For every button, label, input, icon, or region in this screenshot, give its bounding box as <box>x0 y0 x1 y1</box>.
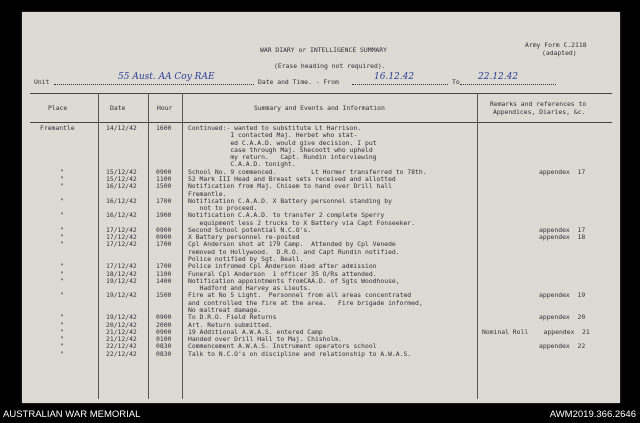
entry-hour: 0100 <box>156 335 172 344</box>
diary-entry-row <box>22 198 620 205</box>
date-to-value: 22.12.42 <box>478 72 519 82</box>
footer-accession-number: AWM2019.366.2646 <box>549 409 636 420</box>
date-to-label: To <box>452 78 460 86</box>
entry-text: Fremantle. <box>188 189 227 198</box>
column-header-date: Date <box>110 104 126 112</box>
entry-hour: 1700 <box>156 240 172 249</box>
entry-place: " <box>60 320 64 329</box>
entry-text: equipment less 2 trucks to X Battery via Capt Fonseeker. <box>188 218 416 227</box>
entry-place: " <box>60 269 64 278</box>
entry-date: 17/12/42 <box>106 233 137 242</box>
entry-place: " <box>60 262 64 271</box>
entry-hour: 0830 <box>156 349 172 358</box>
entry-date: 14/12/42 <box>106 124 137 132</box>
entry-text: Commencement A.W.A.S. Instrument operators school <box>188 342 377 351</box>
entry-text: Continued:- wanted to substitute Lt Harrison. <box>188 124 362 132</box>
date-from-dotted-line <box>352 84 448 85</box>
entry-remark: appendex 19 <box>539 291 586 300</box>
entry-remark: appendex 22 <box>539 342 586 351</box>
date-from-value: 16.12.42 <box>374 72 415 82</box>
entry-hour: 1500 <box>156 291 172 300</box>
army-form-number: Army Form C.2118 <box>525 41 587 49</box>
entry-hour: 1100 <box>156 269 172 278</box>
footer-institution: AUSTRALIAN WAR MEMORIAL <box>3 409 141 420</box>
entry-date: 17/12/42 <box>106 240 137 249</box>
entry-text: Handed over Drill Hall to Maj. Chisholm. <box>188 335 342 344</box>
column-header-place: Place <box>48 104 68 112</box>
entry-remark: appendex 20 <box>539 313 586 322</box>
entry-place: " <box>60 196 64 205</box>
entry-text: Hadford and Harvey as Lieuts. <box>188 284 312 293</box>
entry-place: " <box>60 174 64 183</box>
diary-entry-row <box>22 278 620 285</box>
entry-text: ed C.A.A.D. would give decision. I put <box>188 138 377 147</box>
entry-date: 22/12/42 <box>106 349 137 358</box>
entry-text: Art. Return submitted. <box>188 320 273 329</box>
date-to-dotted-line <box>460 84 556 85</box>
entry-text: No maltreat damage. <box>188 306 262 314</box>
form-title: WAR DIARY or INTELLIGENCE SUMMARY <box>260 46 387 54</box>
entry-date: 22/12/42 <box>106 342 137 351</box>
unit-dotted-line <box>54 84 254 85</box>
entry-text: my return. Capt. Rundin interviewing <box>188 153 377 162</box>
entry-text: Police infromed Cpl Anderson died after admission <box>188 262 377 271</box>
entry-place: " <box>60 349 64 358</box>
column-header-remarks: Remarks and references to <box>490 100 587 108</box>
entry-text: case through Maj. Shecoott who upheld <box>188 145 373 154</box>
entry-hour: 1400 <box>156 276 172 285</box>
entry-text: Cpl Anderson shot at 179 Camp. Attended by Cpl Venede <box>188 240 396 249</box>
entry-place: " <box>60 225 64 234</box>
entry-place: " <box>60 327 64 336</box>
entry-text: 52 Mark III Head and Breast sets received and allotted <box>188 174 396 183</box>
entry-text: Notification appointments fromCAA.D. of Sgts Woodhouse, <box>188 276 400 285</box>
diary-entry-row <box>22 300 620 307</box>
unit-value: 55 Aust. AA Coy RAE <box>118 72 215 82</box>
entry-text: not to proceed. <box>188 204 258 213</box>
column-header-summary: Summary and Events and Information <box>254 104 385 112</box>
entry-text: Talk to N.C.O's on discipline and relationship to A.W.A.S. <box>188 349 412 358</box>
column-header-hour: Hour <box>157 104 173 112</box>
entry-text: To D.R.O. Field Returns <box>188 313 277 322</box>
entry-place: " <box>60 182 64 191</box>
entry-date: 17/12/42 <box>106 225 137 234</box>
entry-date: 19/12/42 <box>106 291 137 300</box>
entry-text: I contacted Maj. Herbet who stat- <box>188 131 358 140</box>
entry-text: removed to Hollywood. D.R.O. and Capt Rundin notified. <box>188 247 400 256</box>
entry-place: " <box>60 240 64 249</box>
entry-hour: 1500 <box>156 182 172 191</box>
unit-label: Unit <box>34 78 50 86</box>
entry-place: " <box>60 291 64 300</box>
entry-hour: 0900 <box>156 233 172 242</box>
diary-entry-row <box>22 351 620 358</box>
entry-hour: 0900 <box>156 327 172 336</box>
entry-hour: 0830 <box>156 342 172 351</box>
entry-text: Funeral Cpl Anderson 1 officer 35 O/Rs attended. <box>188 269 377 278</box>
diary-entry-row <box>22 249 620 256</box>
form-subtitle: (Erase heading not required). <box>274 62 386 70</box>
diary-page <box>22 12 620 403</box>
entry-place: " <box>60 233 64 242</box>
entry-text: 19 Additional A.W.A.S. entered Camp <box>188 327 323 336</box>
entry-remark: appendex 17 <box>539 225 586 234</box>
entry-date: 21/12/42 <box>106 327 137 336</box>
entry-text: C.A.A.D. tonight. <box>188 160 296 169</box>
diary-entry-row <box>22 154 620 161</box>
entry-date: 16/12/42 <box>106 182 137 191</box>
header-top-rule <box>30 93 612 94</box>
entry-place: " <box>60 313 64 322</box>
army-form-adapted: (adapted) <box>542 49 577 57</box>
entry-hour: 1100 <box>156 174 172 183</box>
entry-text: Police notified by Sgt. Beall. <box>188 255 304 264</box>
column-header-remarks-sub: Appendices, Diaries, &c. <box>493 108 586 116</box>
entry-remark: appendex 18 <box>539 233 586 242</box>
entry-text: Notification C.A.A.D. to transfer 2 complete Sperry <box>188 211 385 220</box>
date-label: Date and Time. - From <box>258 78 339 86</box>
entry-place: " <box>60 335 64 344</box>
entry-remark: Nominal Roll appendex 21 <box>482 327 590 336</box>
entry-place: " <box>60 211 64 220</box>
entry-hour: 1700 <box>156 196 172 205</box>
entry-place: " <box>60 276 64 285</box>
diary-entry-row <box>22 183 620 190</box>
entry-date: 21/12/42 <box>106 335 137 344</box>
entry-date: 16/12/42 <box>106 211 137 220</box>
entry-hour: 1900 <box>156 211 172 220</box>
entry-hour: 0900 <box>156 225 172 234</box>
entry-remark: appendex 17 <box>539 167 586 176</box>
entry-place: " <box>60 342 64 351</box>
entry-date: 19/12/42 <box>106 276 137 285</box>
entry-place: " <box>60 167 64 176</box>
entry-text: Second School potential N.C.O's. <box>188 225 312 234</box>
entry-date: 17/12/42 <box>106 262 137 271</box>
entry-text: Fire at No 5 Light. Personnel from all areas concentrated <box>188 291 412 300</box>
entry-place: Fremantle <box>40 124 75 132</box>
entry-hour: 1600 <box>156 124 172 132</box>
entry-text: Notification C.A.A.D. X Battery personnel standing by <box>188 196 392 205</box>
entry-hour: 0900 <box>156 313 172 322</box>
entry-hour: 2000 <box>156 320 172 329</box>
entry-text: and controlled the fire at the area. Fire brigade informed, <box>188 298 423 307</box>
entry-text: X Battery personnel re-posted <box>188 233 300 242</box>
entry-date: 15/12/42 <box>106 167 137 176</box>
entry-date: 15/12/42 <box>106 174 137 183</box>
entry-date: 16/12/42 <box>106 196 137 205</box>
entry-text: Notification from Maj. Chisem to hand over Drill hall <box>188 182 392 191</box>
header-bottom-rule <box>30 122 612 123</box>
entry-date: 20/12/42 <box>106 320 137 329</box>
entry-date: 19/12/42 <box>106 313 137 322</box>
entry-hour: 0900 <box>156 167 172 176</box>
entry-date: 18/12/42 <box>106 269 137 278</box>
entry-text: School No. 9 commenced. Lt Hormer transferred to 78th. <box>188 167 427 176</box>
entry-hour: 1700 <box>156 262 172 271</box>
